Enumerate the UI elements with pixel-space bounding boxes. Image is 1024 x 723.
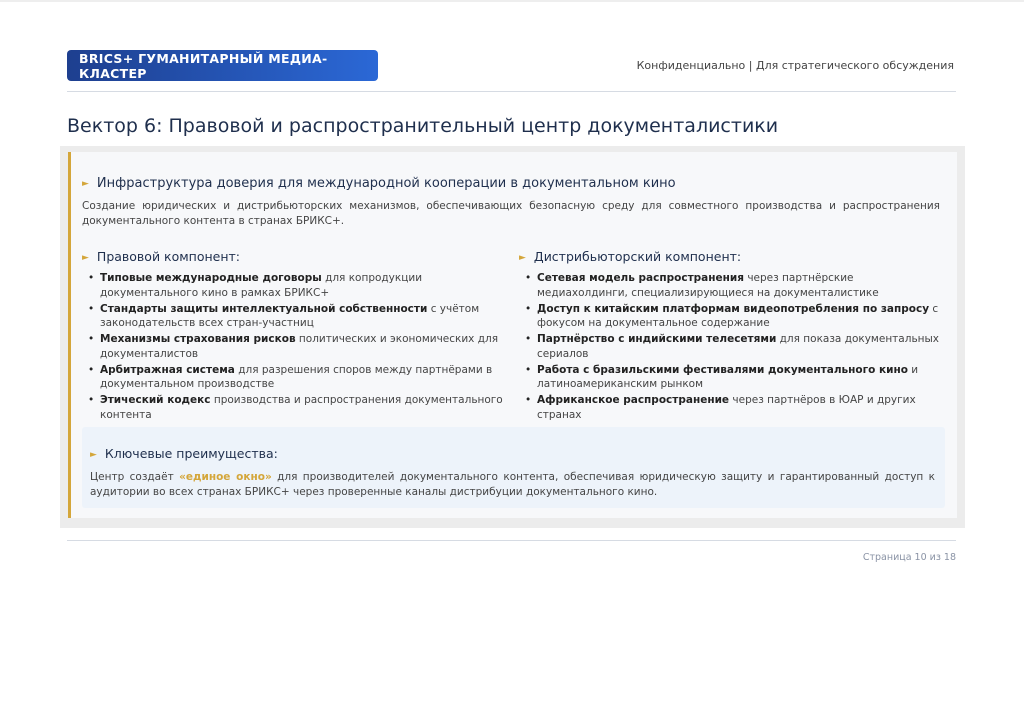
triangle-right-icon: ►: [82, 178, 89, 189]
header-divider: [67, 91, 956, 92]
list-item-term: Партнёрство с индийскими телесетями: [537, 333, 777, 345]
single-window-highlight: «единое окно»: [179, 471, 272, 483]
benefits-text-end: для производителей документального контента, обеспечивая юридическую защиту и гарантированный доступ к аудитории во всех странах БРИКС+ через проверенные каналы дистрибуции документального кино.: [90, 471, 936, 498]
distribution-list: [521, 271, 946, 424]
cluster-badge: BRICS+ ГУМАНИТАРНЫЙ МЕДИА-КЛАСТЕР: [67, 50, 378, 81]
list-item: [84, 271, 508, 300]
list-item: [84, 393, 508, 422]
list-item-text: и латиноамериканским рынком: [537, 363, 919, 390]
list-item-text: через партнёров в ЮАР и других странах: [537, 394, 916, 421]
legal-heading-text: Правовой компонент:: [96, 249, 241, 264]
list-item-term: Африканское распространение: [537, 394, 730, 406]
list-item-text: для показа документальных сериалов: [537, 333, 940, 360]
list-item-term: Типовые международные договоры: [100, 272, 322, 284]
list-item-text: для разрешения споров между партнёрами в документальном производстве: [100, 363, 493, 390]
page-number: Страница 10 из 18: [862, 552, 956, 563]
list-item-term: Работа с бразильскими фестивалями документального кино: [537, 363, 908, 376]
list-item-term: Арбитражная система: [100, 363, 235, 376]
list-item-term: Сетевая модель распространения: [537, 272, 744, 284]
list-item-text: для копродукции документального кино в рамках БРИКС+: [100, 272, 423, 299]
list-item: [521, 363, 946, 392]
list-item: [521, 393, 946, 422]
list-item-text: через партнёрские медиахолдинги, специализирующиеся на документалистике: [537, 272, 879, 299]
footer-divider: [67, 540, 956, 541]
list-item-text: политических и экономических для документалистов: [100, 333, 499, 360]
benefits-heading-text: Ключевые преимущества:: [104, 446, 278, 461]
list-item: [84, 363, 508, 392]
legal-heading: [82, 249, 240, 264]
list-item-text: с учётом законодательств всех стран-участниц: [100, 302, 480, 329]
list-item-term: Стандарты защиты интеллектуальной собственности: [100, 302, 428, 315]
benefits-text-start: Центр создаёт: [90, 471, 180, 483]
list-item-text: с фокусом на документальное содержание: [537, 302, 939, 329]
list-item-term: Этический кодекс: [100, 394, 211, 406]
triangle-right-icon: ►: [519, 252, 526, 263]
distribution-heading: [519, 249, 741, 264]
distribution-heading-text: Дистрибьюторский компонент:: [533, 249, 742, 264]
list-item: [521, 332, 946, 361]
benefits-text: [90, 470, 935, 500]
list-item: [521, 271, 946, 300]
infra-heading: [82, 176, 676, 191]
list-item-term: Механизмы страхования рисков: [100, 333, 296, 345]
infra-description: Создание юридических и дистрибьюторских механизмов, обеспечивающих безопасную среду для совместного производства и распространения документального контента в странах БРИКС+.: [82, 200, 940, 227]
infra-heading-text: Инфраструктура доверия для международной кооперации в документальном кино: [96, 176, 676, 191]
page-title: Вектор 6: Правовой и распространительный центр документалистики: [67, 115, 779, 137]
triangle-right-icon: ►: [82, 252, 89, 263]
triangle-right-icon: ►: [90, 449, 97, 460]
list-item-term: Доступ к китайским платформам видеопотребления по запросу: [537, 302, 930, 315]
confidential-note: Конфиденциально | Для стратегического обсуждения: [636, 59, 954, 72]
benefits-heading: [90, 446, 278, 461]
list-item: [521, 302, 946, 331]
legal-list: [84, 271, 508, 424]
list-item: [84, 332, 508, 361]
list-item-text: производства и распространения документального контента: [100, 394, 503, 421]
top-border: [0, 0, 1024, 2]
list-item: [84, 302, 508, 331]
